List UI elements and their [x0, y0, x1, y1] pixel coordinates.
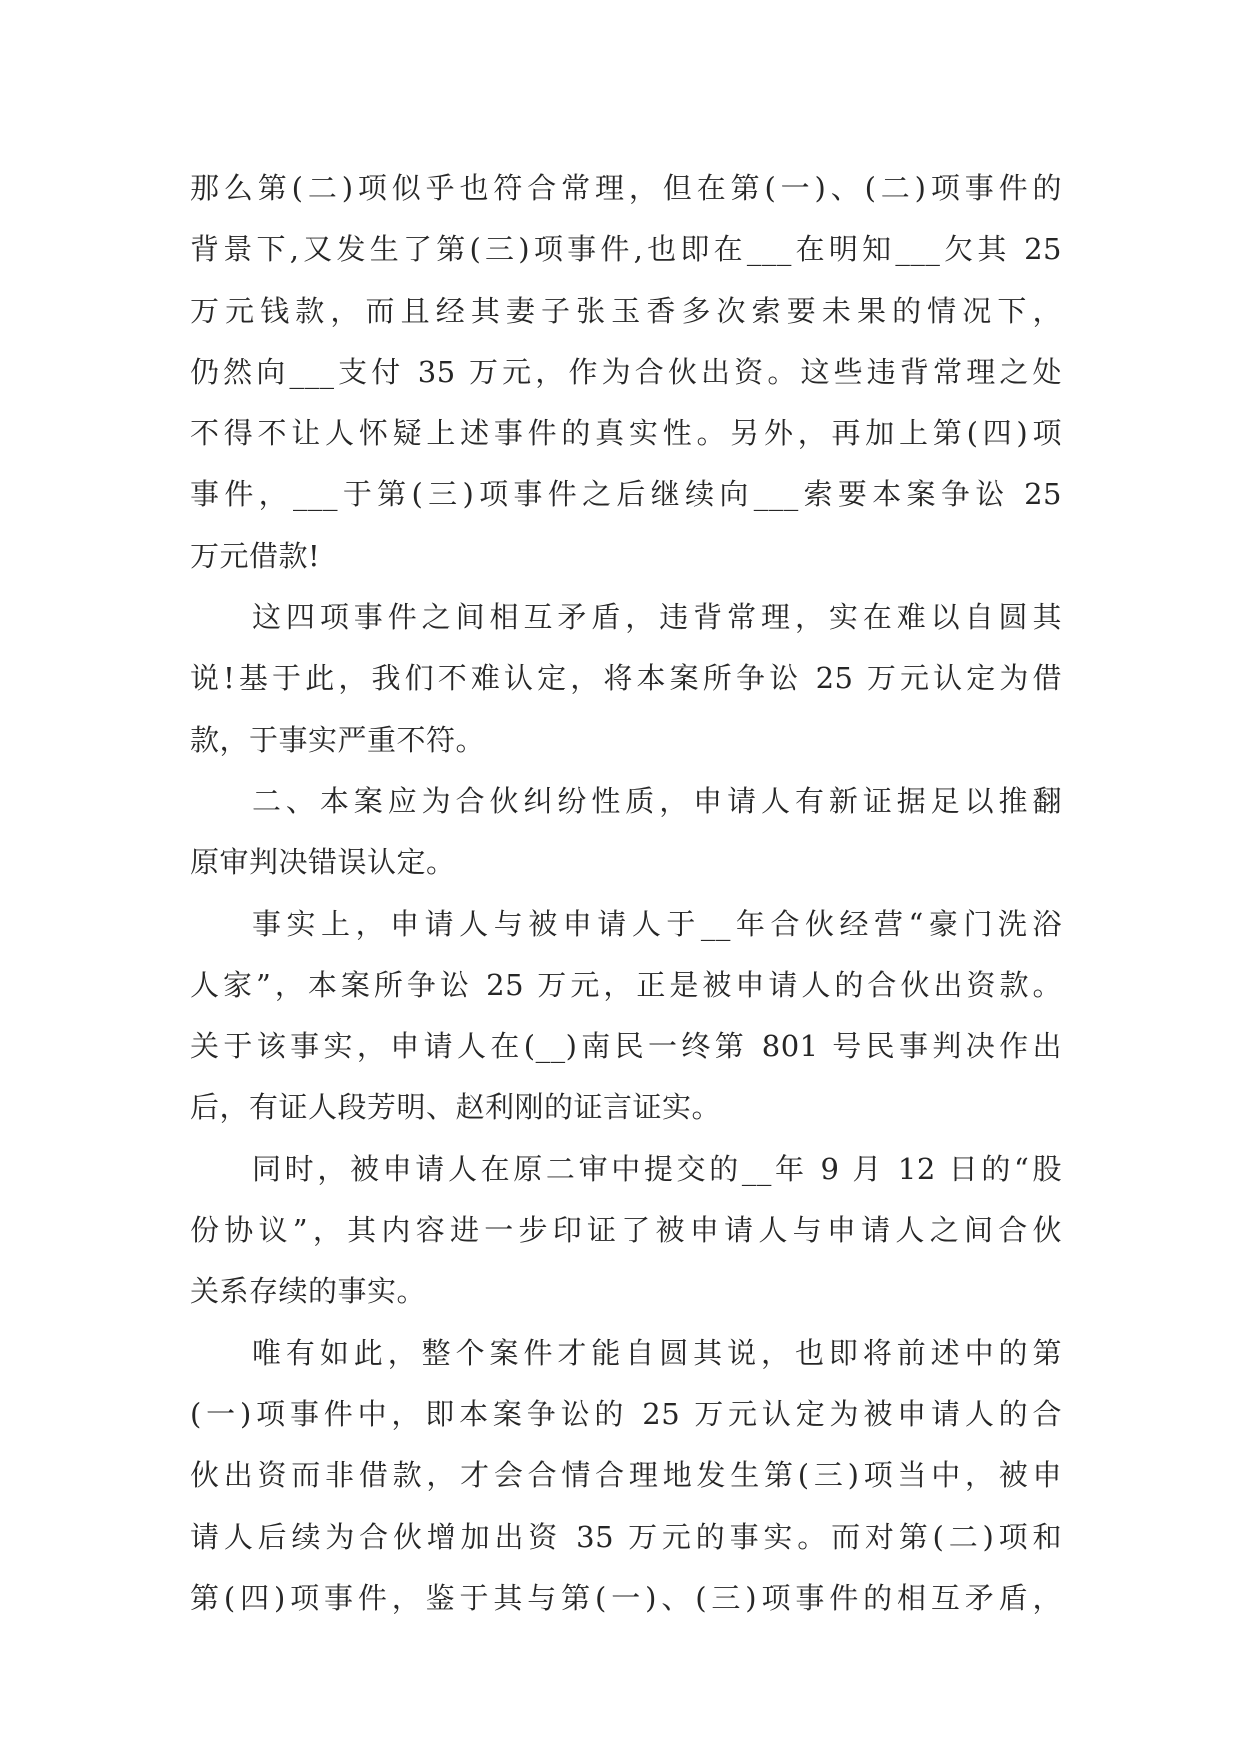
text-line: 后，有证人段芳明、赵利刚的证言证实。	[190, 1090, 722, 1125]
text-line: 说!基于此，我们不难认定，将本案所争讼 25 万元认定为借	[190, 661, 1062, 696]
text-line: 万元钱款，而且经其妻子张玉香多次索要未果的情况下，	[190, 293, 1062, 328]
text-line: 关于该事实，申请人在(__)南民一终第 801 号民事判决作出	[190, 1029, 1062, 1064]
text-line: 份协议”，其内容进一步印证了被申请人与申请人之间合伙	[190, 1213, 1062, 1248]
text-line: 款，于事实严重不符。	[190, 722, 486, 757]
text-line: 同时，被申请人在原二审中提交的__年 9 月 12 日的“股	[252, 1151, 1062, 1186]
text-line: 事实上，申请人与被申请人于__年合伙经营“豪门洗浴	[252, 906, 1062, 941]
text-line: 唯有如此，整个案件才能自圆其说，也即将前述中的第	[252, 1335, 1062, 1370]
text-line: 不得不让人怀疑上述事件的真实性。另外，再加上第(四)项	[190, 416, 1062, 451]
text-line: 关系存续的事实。	[190, 1274, 427, 1309]
text-line: 请人后续为合伙增加出资 35 万元的事实。而对第(二)项和	[190, 1519, 1062, 1554]
text-line: 二、本案应为合伙纠纷性质，申请人有新证据足以推翻	[252, 783, 1062, 818]
text-line: 万元借款!	[190, 538, 321, 573]
text-line: 仍然向___支付 35 万元，作为合伙出资。这些违背常理之处	[190, 354, 1062, 389]
text-line: 第(四)项事件，鉴于其与第(一)、(三)项事件的相互矛盾，	[190, 1580, 1062, 1615]
document-body	[190, 158, 1062, 1629]
text-line: 伙出资而非借款，才会合情合理地发生第(三)项当中，被申	[190, 1458, 1062, 1493]
text-line: (一)项事件中，即本案争讼的 25 万元认定为被申请人的合	[190, 1396, 1062, 1431]
text-line: 人家”，本案所争讼 25 万元，正是被申请人的合伙出资款。	[190, 967, 1062, 1002]
text-line: 原审判决错误认定。	[190, 845, 456, 880]
text-line: 背景下,又发生了第(三)项事件,也即在___在明知___欠其 25	[190, 232, 1062, 267]
text-line: 那么第(二)项似乎也符合常理，但在第(一)、(二)项事件的	[190, 171, 1062, 205]
text-line: 事件，___于第(三)项事件之后继续向___索要本案争讼 25	[190, 477, 1062, 512]
text-line: 这四项事件之间相互矛盾，违背常理，实在难以自圆其	[252, 600, 1062, 635]
